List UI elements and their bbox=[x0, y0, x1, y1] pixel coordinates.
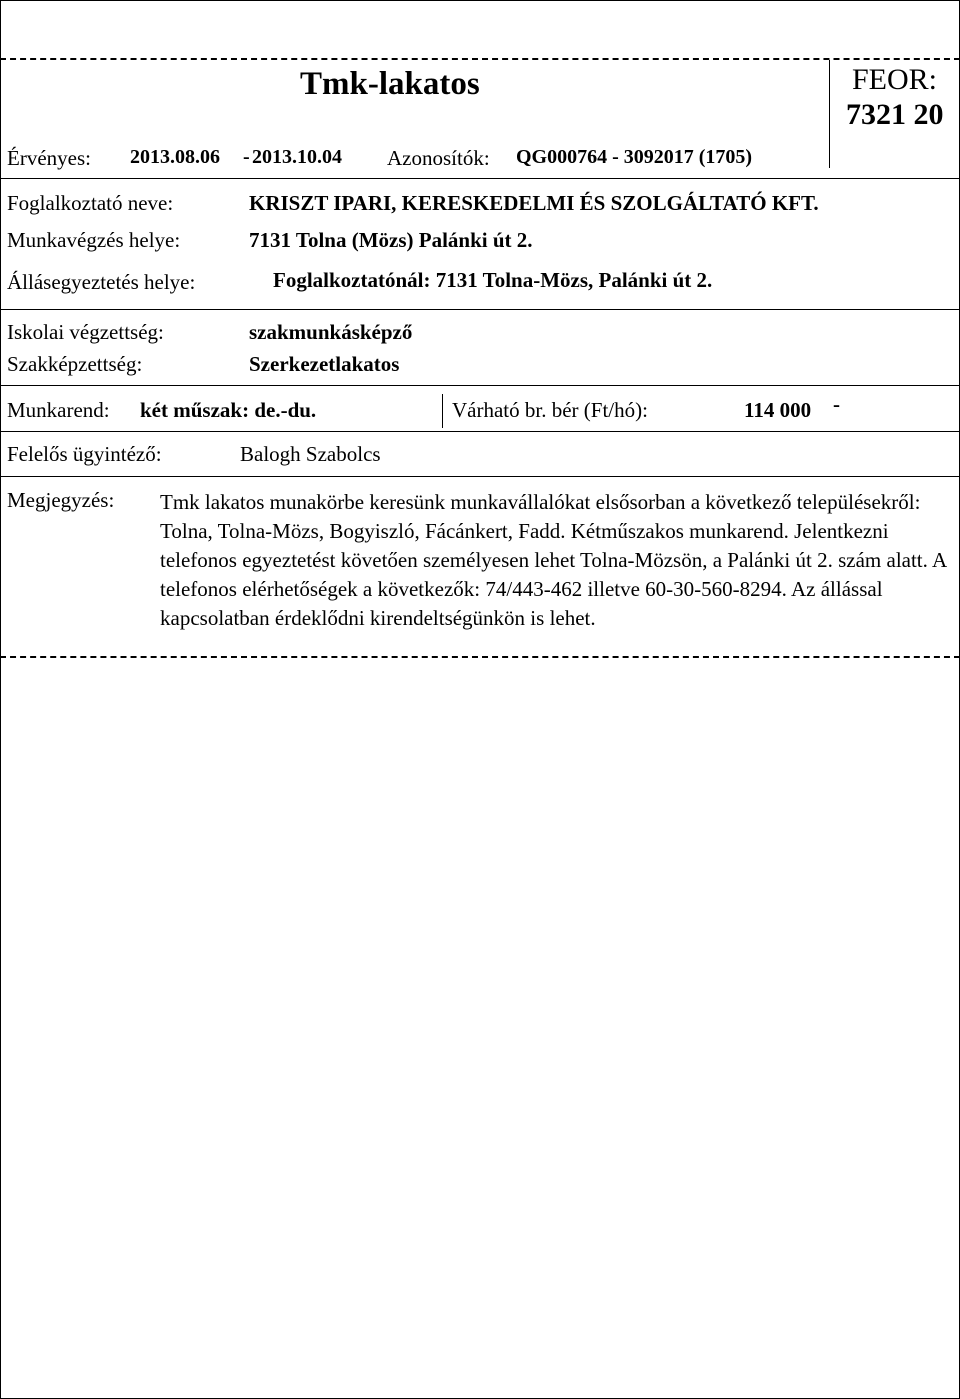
interview-value: Foglalkoztatónál: 7131 Tolna-Mözs, Palánki út 2. bbox=[273, 268, 713, 292]
divider-after-employer bbox=[0, 309, 960, 310]
trade-label: Szakképzettség: bbox=[7, 352, 143, 376]
divider-after-header bbox=[0, 178, 960, 179]
salary-label: Várható br. bér (Ft/hó): bbox=[452, 398, 648, 422]
feor-code: 7321 20 bbox=[846, 98, 944, 131]
employer-name-value: KRISZT IPARI, KERESKEDELMI ÉS SZOLGÁLTATÓ KFT. bbox=[249, 191, 819, 215]
ids-value: QG000764 - 3092017 (1705) bbox=[516, 146, 753, 168]
school-label: Iskolai végzettség: bbox=[7, 320, 164, 344]
workplace-value: 7131 Tolna (Mözs) Palánki út 2. bbox=[249, 228, 533, 252]
divider-after-work bbox=[0, 431, 960, 432]
divider-after-qualifications bbox=[0, 385, 960, 386]
feor-label: FEOR: bbox=[852, 63, 938, 96]
job-title: Tmk-lakatos bbox=[300, 66, 480, 102]
valid-label: Érvényes: bbox=[7, 146, 91, 170]
salary-value: 114 000 bbox=[744, 398, 812, 422]
employer-name-label: Foglalkoztató neve: bbox=[7, 191, 174, 215]
divider-after-contact bbox=[0, 476, 960, 477]
officer-label: Felelős ügyintéző: bbox=[7, 442, 162, 466]
remarks-text: Tmk lakatos munakörbe keresünk munkavállalókat elsősorban a következő településekről: Tolna, Tolna-Mözs, Bogyiszló, Fácánkert, Fadd. Kétműszakos munkarend. Jelentkezni telefonos egyeztetést követően személyesen lehet Tolna-Mözsön, a Palánki út 2. szám alatt. A telefonos elérhetőségek a következők: 74/443-462 illetve 60-30-560-8294. Az állással kapcsolatban érdeklődni kirendeltségünkön is lehet. bbox=[160, 490, 946, 630]
bottom-dashed-separator bbox=[0, 656, 960, 658]
salary-suffix: - bbox=[833, 392, 840, 416]
workplace-label: Munkavégzés helye: bbox=[7, 228, 181, 252]
salary-divider bbox=[442, 394, 443, 428]
ids-label: Azonosítók: bbox=[387, 146, 490, 170]
schedule-label: Munkarend: bbox=[7, 398, 110, 422]
trade-value: Szerkezetlakatos bbox=[249, 352, 400, 376]
top-dashed-separator bbox=[0, 58, 960, 60]
remarks-label: Megjegyzés: bbox=[7, 488, 115, 512]
valid-separator: - bbox=[243, 146, 250, 168]
feor-divider bbox=[829, 60, 830, 168]
valid-from: 2013.08.06 bbox=[130, 146, 220, 168]
schedule-value: két műszak: de.-du. bbox=[140, 398, 317, 422]
valid-to: 2013.10.04 bbox=[252, 146, 342, 168]
school-value: szakmunkásképző bbox=[249, 320, 413, 344]
interview-label: Állásegyeztetés helye: bbox=[7, 270, 196, 294]
officer-value: Balogh Szabolcs bbox=[240, 442, 381, 466]
